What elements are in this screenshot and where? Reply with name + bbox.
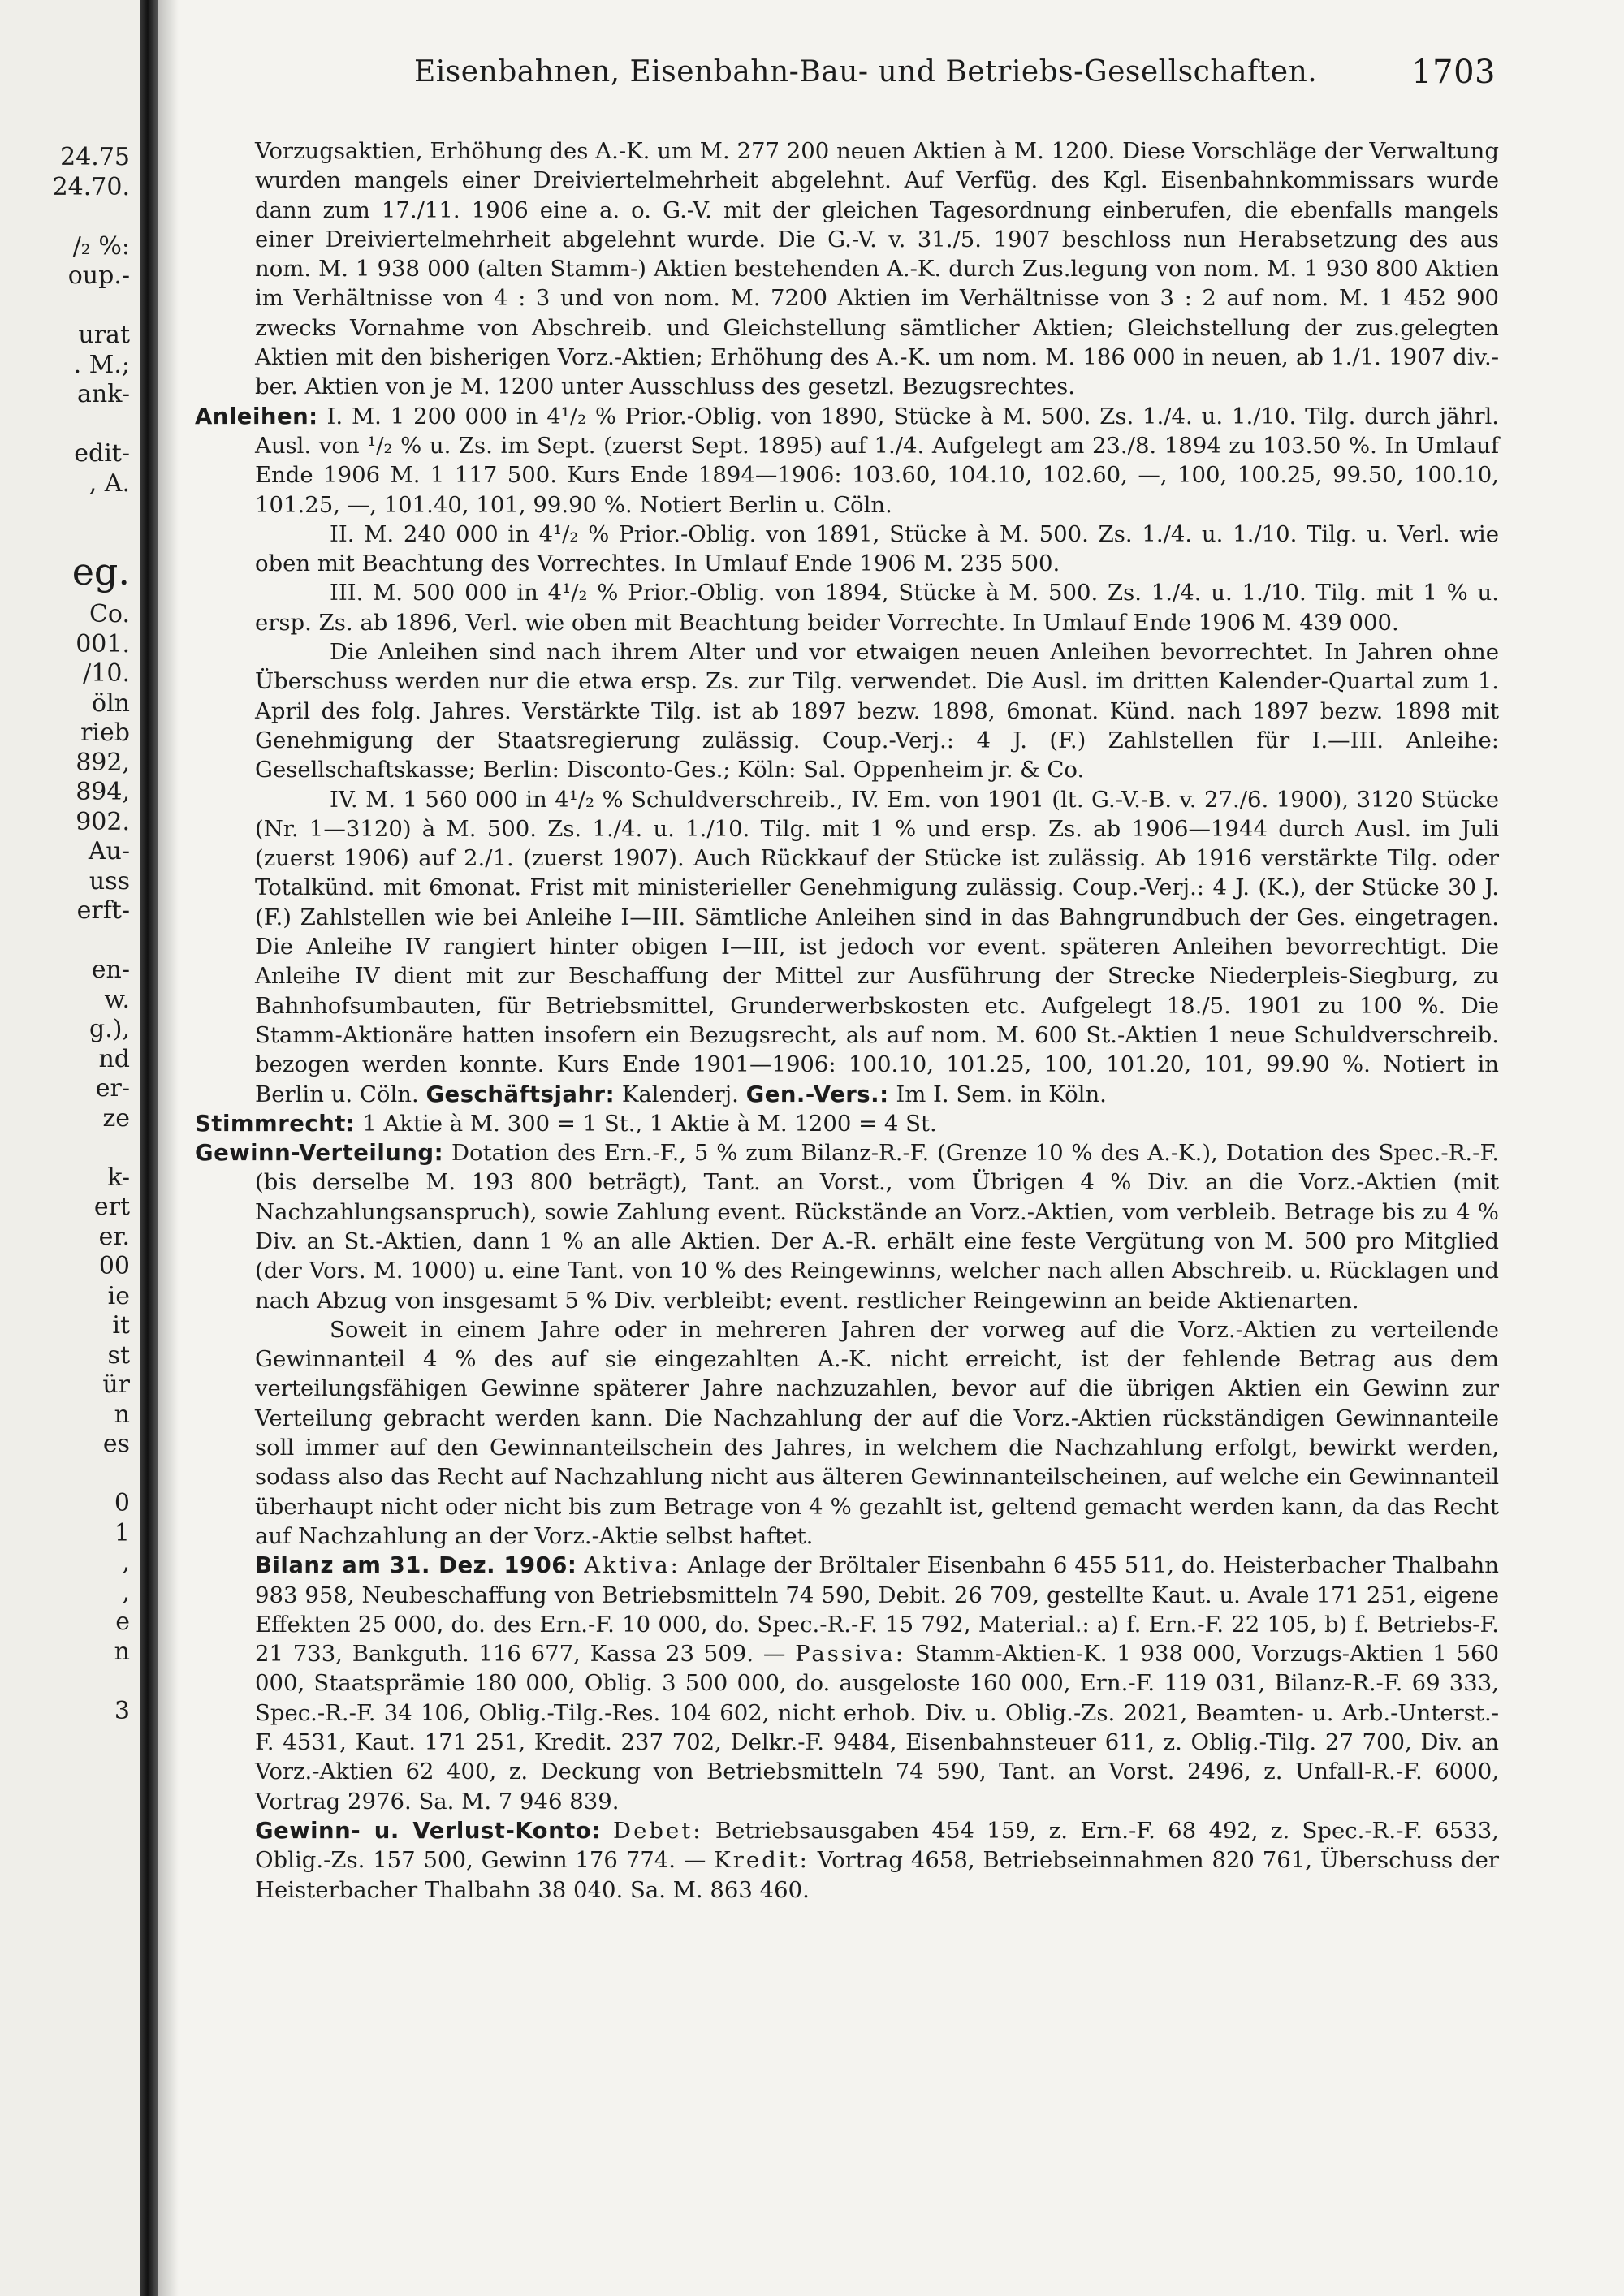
bilanz-aktiva-label: Aktiva:	[584, 1552, 680, 1579]
facing-page-fragment: w.	[104, 985, 130, 1014]
anleihen-i: I. M. 1 200 000 in 4¹/₂ % Prior.-Oblig. von 1890, Stücke à M. 500. Zs. 1./4. u. 1./10. Tilg. durch jährl. Ausl. von ¹/₂ % u. Zs. im Sept. (zuerst Sept. 1895) auf 1./4. Aufgelegt am 23./8. 1894 zu 103.50 %. In Umlauf Ende 1906 M. 1 117 500. Kurs Ende 1894—1906: 103.60, 104.10, 102.60, —, 100, 100.25, 99.50, 100.10, 101.25, —, 101.40, 101, 99.90 %. Notiert Berlin u. Cöln.	[255, 403, 1499, 518]
section-label-gen-vers: Gen.-Vers.:	[745, 1081, 889, 1107]
facing-page-fragment: er-	[95, 1074, 130, 1103]
facing-page-fragment: it	[112, 1311, 130, 1340]
running-header	[195, 49, 1494, 94]
page-number: 1703	[1411, 54, 1496, 91]
facing-page-fragment: n	[114, 1400, 130, 1429]
gewinn-verteilung-text: Dotation des Ern.-F., 5 % zum Bilanz-R.-F. (Grenze 10 % des A.-K.), Dotation des Spec.-R.-F. (bis derselbe M. 193 800 beträgt), Tant. an Vorst., vom Übrigen 4 % Div. an die Vorz.-Aktien (mit Nachzahlungsanspruch), sowie Zahlung event. Rückstände an Vorz.-Aktien, vom verbleib. Betrage bis zu 4 % Div. an St.-Aktien, dann 1 % an alle Aktien. Der A.-R. erhält eine feste Vergütung von M. 500 pro Mitglied (der Vors. M. 1000) u. eine Tant. von 10 % des Reingewinns, welcher nach allen Abschreib. u. Rücklagen und nach Abzug von insgesamt 5 % Div. verbleibt; event. restlicher Reingewinn an beide Aktienarten.	[255, 1140, 1499, 1314]
facing-page-fragment: 892,	[76, 748, 130, 777]
anleihen-iii: III. M. 500 000 in 4¹/₂ % Prior.-Oblig. von 1894, Stücke à M. 500. Zs. 1./4. u. 1./10. Tilg. mit 1 % u. ersp. Zs. ab 1896, Verl. wie oben mit Beachtung beider Vorrechte. In Umlauf Ende 1906 M. 439 000.	[255, 580, 1499, 636]
anleihen-iv-text: IV. M. 1 560 000 in 4¹/₂ % Schuldverschreib., IV. Em. von 1901 (lt. G.-V.-B. v. 27./6. 1900), 3120 Stücke (Nr. 1—3120) à M. 500. Zs. 1./4. u. 1./10. Tilg. mit 1 % und ersp. Zs. ab 1906—1944 durch Ausl. im Juli (zuerst 1906) auf 2./1. (zuerst 1907). Auch Rückkauf der Stücke ist zulässig. Ab 1916 verstärkte Tilg. oder Totalkünd. mit 6monat. Frist mit ministerieller Genehmigung zulässig. Coup.-Verj.: 4 J. (K.), der Stücke 30 J. (F.) Zahlstellen wie bei Anleihe I—III. Sämtliche Anleihen sind in das Bahngrundbuch der Ges. eingetragen. Die Anleihe IV rangiert hinter obigen I—III, ist jedoch vor event. späteren Anleihen bevorrechtigt. Die Anleihe IV dient mit zur Beschaffung der Mittel zur Ausführung der Strecke Niederpleis-Siegburg, zu Bahnhofsumbauten, für Betriebsmittel, Grunderwerbskosten etc. Aufgelegt 18./5. 1901 zu 100 %. Die Stamm-Aktionäre hatten insofern ein Bezugsrecht, als auf nom. M. 600 St.-Aktien 1 neue Schuldverschreib. bezogen werden konnte. Kurs Ende 1901—1906: 100.10, 101.25, 100, 101.20, 101, 99.90 %. Notiert in Berlin u. Cöln.	[255, 786, 1499, 1107]
facing-page-fragment: es	[102, 1430, 130, 1458]
gen-vers-value: Im I. Sem. in Köln.	[896, 1081, 1107, 1107]
section-label-anleihen: Anleihen:	[195, 403, 318, 429]
anleihen-general: Die Anleihen sind nach ihrem Alter und vor etwaigen neuen Anleihen bevorrechtet. In Jahren ohne Überschuss werden nur die etwa ersp. Zs. zur Tilg. verwendet. Die Ausl. im dritten Kalender-Quartal zum 1. April des folg. Jahres. Verstärkte Tilg. ist ab 1897 bezw. 1898, 6monat. Künd. nach 1897 bezw. 1898 mit Genehmigung der Staatsregierung zulässig. Coup.-Verj.: 4 J. (F.) Zahlstellen für I.—III. Anleihe: Gesellschaftskasse; Berlin: Disconto-Ges.; Köln: Sal. Oppenheim jr. & Co.	[255, 639, 1499, 783]
guv-debet: Betriebsausgaben 454 159, z. Ern.-F. 68 492, z. Spec.-R.-F. 6533, Oblig.-Zs. 157 500, Gewinn 176 774. —	[255, 1817, 1499, 1874]
page	[195, 49, 1494, 94]
facing-page-fragment: rieb	[80, 719, 130, 747]
facing-page-fragment: ie	[107, 1281, 130, 1310]
guv-kredit: Vortrag 4658, Betriebseinnahmen 820 761, Überschuss der Heisterbacher Thalbahn 38 040. Sa. M. 863 460.	[255, 1847, 1500, 1903]
facing-page-fragment: 0	[114, 1489, 130, 1517]
facing-page-fragment: /10.	[83, 659, 130, 688]
geschaeftsjahr-value: Kalenderj.	[621, 1081, 739, 1107]
facing-page-fragment: 24.70.	[52, 172, 130, 201]
facing-page-fragment: 001.	[76, 629, 130, 658]
facing-page-fragment: ert	[93, 1193, 130, 1221]
facing-page-fragment: 1	[114, 1518, 130, 1547]
facing-page-fragment: /₂ %:	[72, 231, 130, 261]
facing-page-fragment: 894,	[76, 778, 130, 806]
paragraph-vorzugsaktien: Vorzugsaktien, Erhöhung des A.-K. um M. 277 200 neuen Aktien à M. 1200. Diese Vorschläge der Verwaltung wurden mangels einer Dreiviertelmehrheit abgelehnt. Auf Verfüg. des Kgl. Eisenbahnkommissars wurde dann zum 17./11. 1906 eine a. o. G.-V. mit der gleichen Tagesordnung einberufen, die ebenfalls mangels einer Dreiviertelmehrheit abgelehnt wurde. Die G.-V. v. 31./5. 1907 beschloss nun Herabsetzung des aus nom. M. 1 938 000 (alten Stamm-) Aktien bestehenden A.-K. durch Zus.legung von nom. M. 1 930 800 Aktien im Verhältnisse von 4 : 3 und von nom. M. 7200 Aktien im Verhältnisse von 3 : 2 auf nom. M. 1 452 900 zwecks Vornahme von Abschreib. und Gleichstellung sämtlicher Aktien; Gleichstellung der zus.gelegten Aktien mit den bisherigen Vorz.-Aktien; Erhöhung des A.-K. um nom. M. 186 000 in neuen, ab 1./1. 1907 div.-ber. Aktien von je M. 1200 unter Ausschluss des gesetzl. Bezugsrechtes.	[255, 138, 1499, 400]
facing-page-fragment: eg.	[71, 550, 130, 593]
facing-page-fragment: oup.-	[67, 261, 130, 290]
facing-page-fragment: uss	[89, 866, 130, 896]
facing-page-fragment: ze	[102, 1103, 130, 1133]
anleihen-iv	[195, 785, 1499, 1109]
guv-debet-label: Debet:	[613, 1817, 703, 1844]
facing-page-fragment: st	[107, 1340, 130, 1370]
facing-page-fragment: 3	[114, 1696, 130, 1725]
facing-page-fragment: g.),	[89, 1015, 130, 1043]
facing-page-strip	[0, 0, 140, 2296]
guv-kredit-label: Kredit:	[714, 1847, 810, 1874]
facing-page-fragment: 24.75	[60, 143, 130, 171]
facing-page-fragment: urat	[78, 321, 130, 349]
bilanz-passiva-label: Passiva:	[795, 1641, 906, 1668]
spine-shadow	[158, 0, 179, 2296]
facing-page-fragment: , A.	[89, 468, 130, 498]
facing-page-fragment: er.	[98, 1222, 130, 1251]
facing-page-fragment: ür	[102, 1370, 130, 1399]
facing-page-fragment: erft-	[76, 896, 130, 925]
book-spine	[140, 0, 158, 2296]
facing-page-fragment: en-	[91, 956, 130, 984]
header-title: Eisenbahnen, Eisenbahn-Bau- und Betriebs-Gesellschaften.	[414, 55, 1318, 88]
facing-page-fragment: edit-	[74, 439, 130, 468]
section-bilanz	[195, 1551, 1499, 1816]
section-label-stimmrecht: Stimmrecht:	[195, 1110, 356, 1137]
facing-page-fragment: n	[114, 1637, 130, 1666]
section-stimmrecht	[195, 1109, 1499, 1138]
anleihen-ii: II. M. 240 000 in 4¹/₂ % Prior.-Oblig. von 1891, Stücke à M. 500. Zs. 1./4. u. 1./10. Tilg. u. Verl. wie oben mit Beachtung des Vorrechtes. In Umlauf Ende 1906 M. 235 500.	[255, 520, 1499, 577]
bilanz-passiva: Stamm-Aktien-K. 1 938 000, Vorzugs-Aktien 1 560 000, Staatsprämie 180 000, Oblig. 3 500 000, do. ausgeloste 160 000, Ern.-F. 119 031, Bilanz-R.-F. 69 333, Spec.-R.-F. 34 106, Oblig.-Tilg.-Res. 104 602, nicht erhob. Div. u. Oblig.-Zs. 2021, Beamten- u. Arb.-Unterst.-F. 4531, Kaut. 171 251, Kredit. 237 702, Delkr.-F. 9484, Eisenbahnsteuer 611, z. Oblig.-Tilg. 27 700, Div. an Vorz.-Aktien 62 400, z. Deckung von Betriebsmitteln 74 590, Tant. an Vorst. 2496, z. Unfall-R.-F. 6000, Vortrag 2976. Sa. M. 7 946 839.	[255, 1641, 1499, 1815]
facing-page-fragment: ank-	[77, 380, 130, 408]
section-label-bilanz: Bilanz am 31. Dez. 1906:	[255, 1552, 577, 1579]
section-label-gewinn-verlust: Gewinn- u. Verlust-Konto:	[255, 1817, 601, 1844]
gewinn-nachzahlung: Soweit in einem Jahre oder in mehreren Jahren der vorweg auf die Vorz.-Aktien zu verteilende Gewinnanteil 4 % des auf sie eingezahlten A.-K. nicht erreicht, ist der fehlende Betrag aus dem verteilungsfähigen Gewinne späterer Jahre nachzuzahlen, bevor auf die übrigen Aktien ein Gewinn zur Verteilung gebracht werden kann. Die Nachzahlung der auf die Vorz.-Aktien rückständigen Gewinnanteile soll immer auf den Gewinnanteilschein des Jahres, in welchem die Nachzahlung erfolgt, bewirkt werden, sodass also das Recht auf Nachzahlung nicht aus älteren Gewinnanteilscheinen, auf welche ein Gewinnanteil überhaupt nicht oder nicht bis zum Betrage von 4 % gezahlt ist, geltend gemacht werden kann, da das Recht auf Nachzahlung an der Vorz.-Aktie selbst haftet.	[255, 1316, 1499, 1549]
section-label-gewinn-verteilung: Gewinn-Verteilung:	[195, 1140, 444, 1167]
facing-page-fragment: Au-	[88, 837, 130, 865]
section-gewinn-verlust	[195, 1816, 1499, 1905]
section-label-geschaeftsjahr: Geschäftsjahr:	[425, 1081, 615, 1107]
section-anleihen	[195, 402, 1499, 520]
facing-page-fragment: ,	[122, 1577, 130, 1607]
facing-page-fragment: e	[115, 1608, 130, 1636]
bilanz-aktiva: Anlage der Bröltaler Eisenbahn 6 455 511, do. Heisterbacher Thalbahn 983 958, Neubeschaffung von Betriebsmitteln 74 590, Debit. 26 709, gestellte Kaut. u. Avale 171 251, eigene Effekten 25 000, do. des Ern.-F. 10 000, do. Spec.-R.-F. 15 792, Material.: a) f. Ern.-F. 22 105, b) f. Betriebs-F. 21 733, Bankguth. 116 677, Kassa 23 509. —	[255, 1552, 1499, 1668]
section-gewinn-verteilung	[195, 1138, 1499, 1315]
facing-page-fragment: nd	[98, 1044, 130, 1073]
facing-page-fragment: Co.	[89, 600, 130, 628]
facing-page-fragment: ,	[122, 1548, 130, 1577]
page-body	[195, 136, 1499, 1905]
facing-page-fragment: k-	[107, 1163, 130, 1192]
facing-page-fragment: . M.;	[73, 350, 130, 379]
stimmrecht-value: 1 Aktie à M. 300 = 1 St., 1 Aktie à M. 1200 = 4 St.	[362, 1110, 937, 1137]
facing-page-fragment: 00	[98, 1252, 130, 1280]
facing-page-fragment: öln	[92, 688, 130, 718]
facing-page-fragment: 902.	[76, 807, 130, 836]
